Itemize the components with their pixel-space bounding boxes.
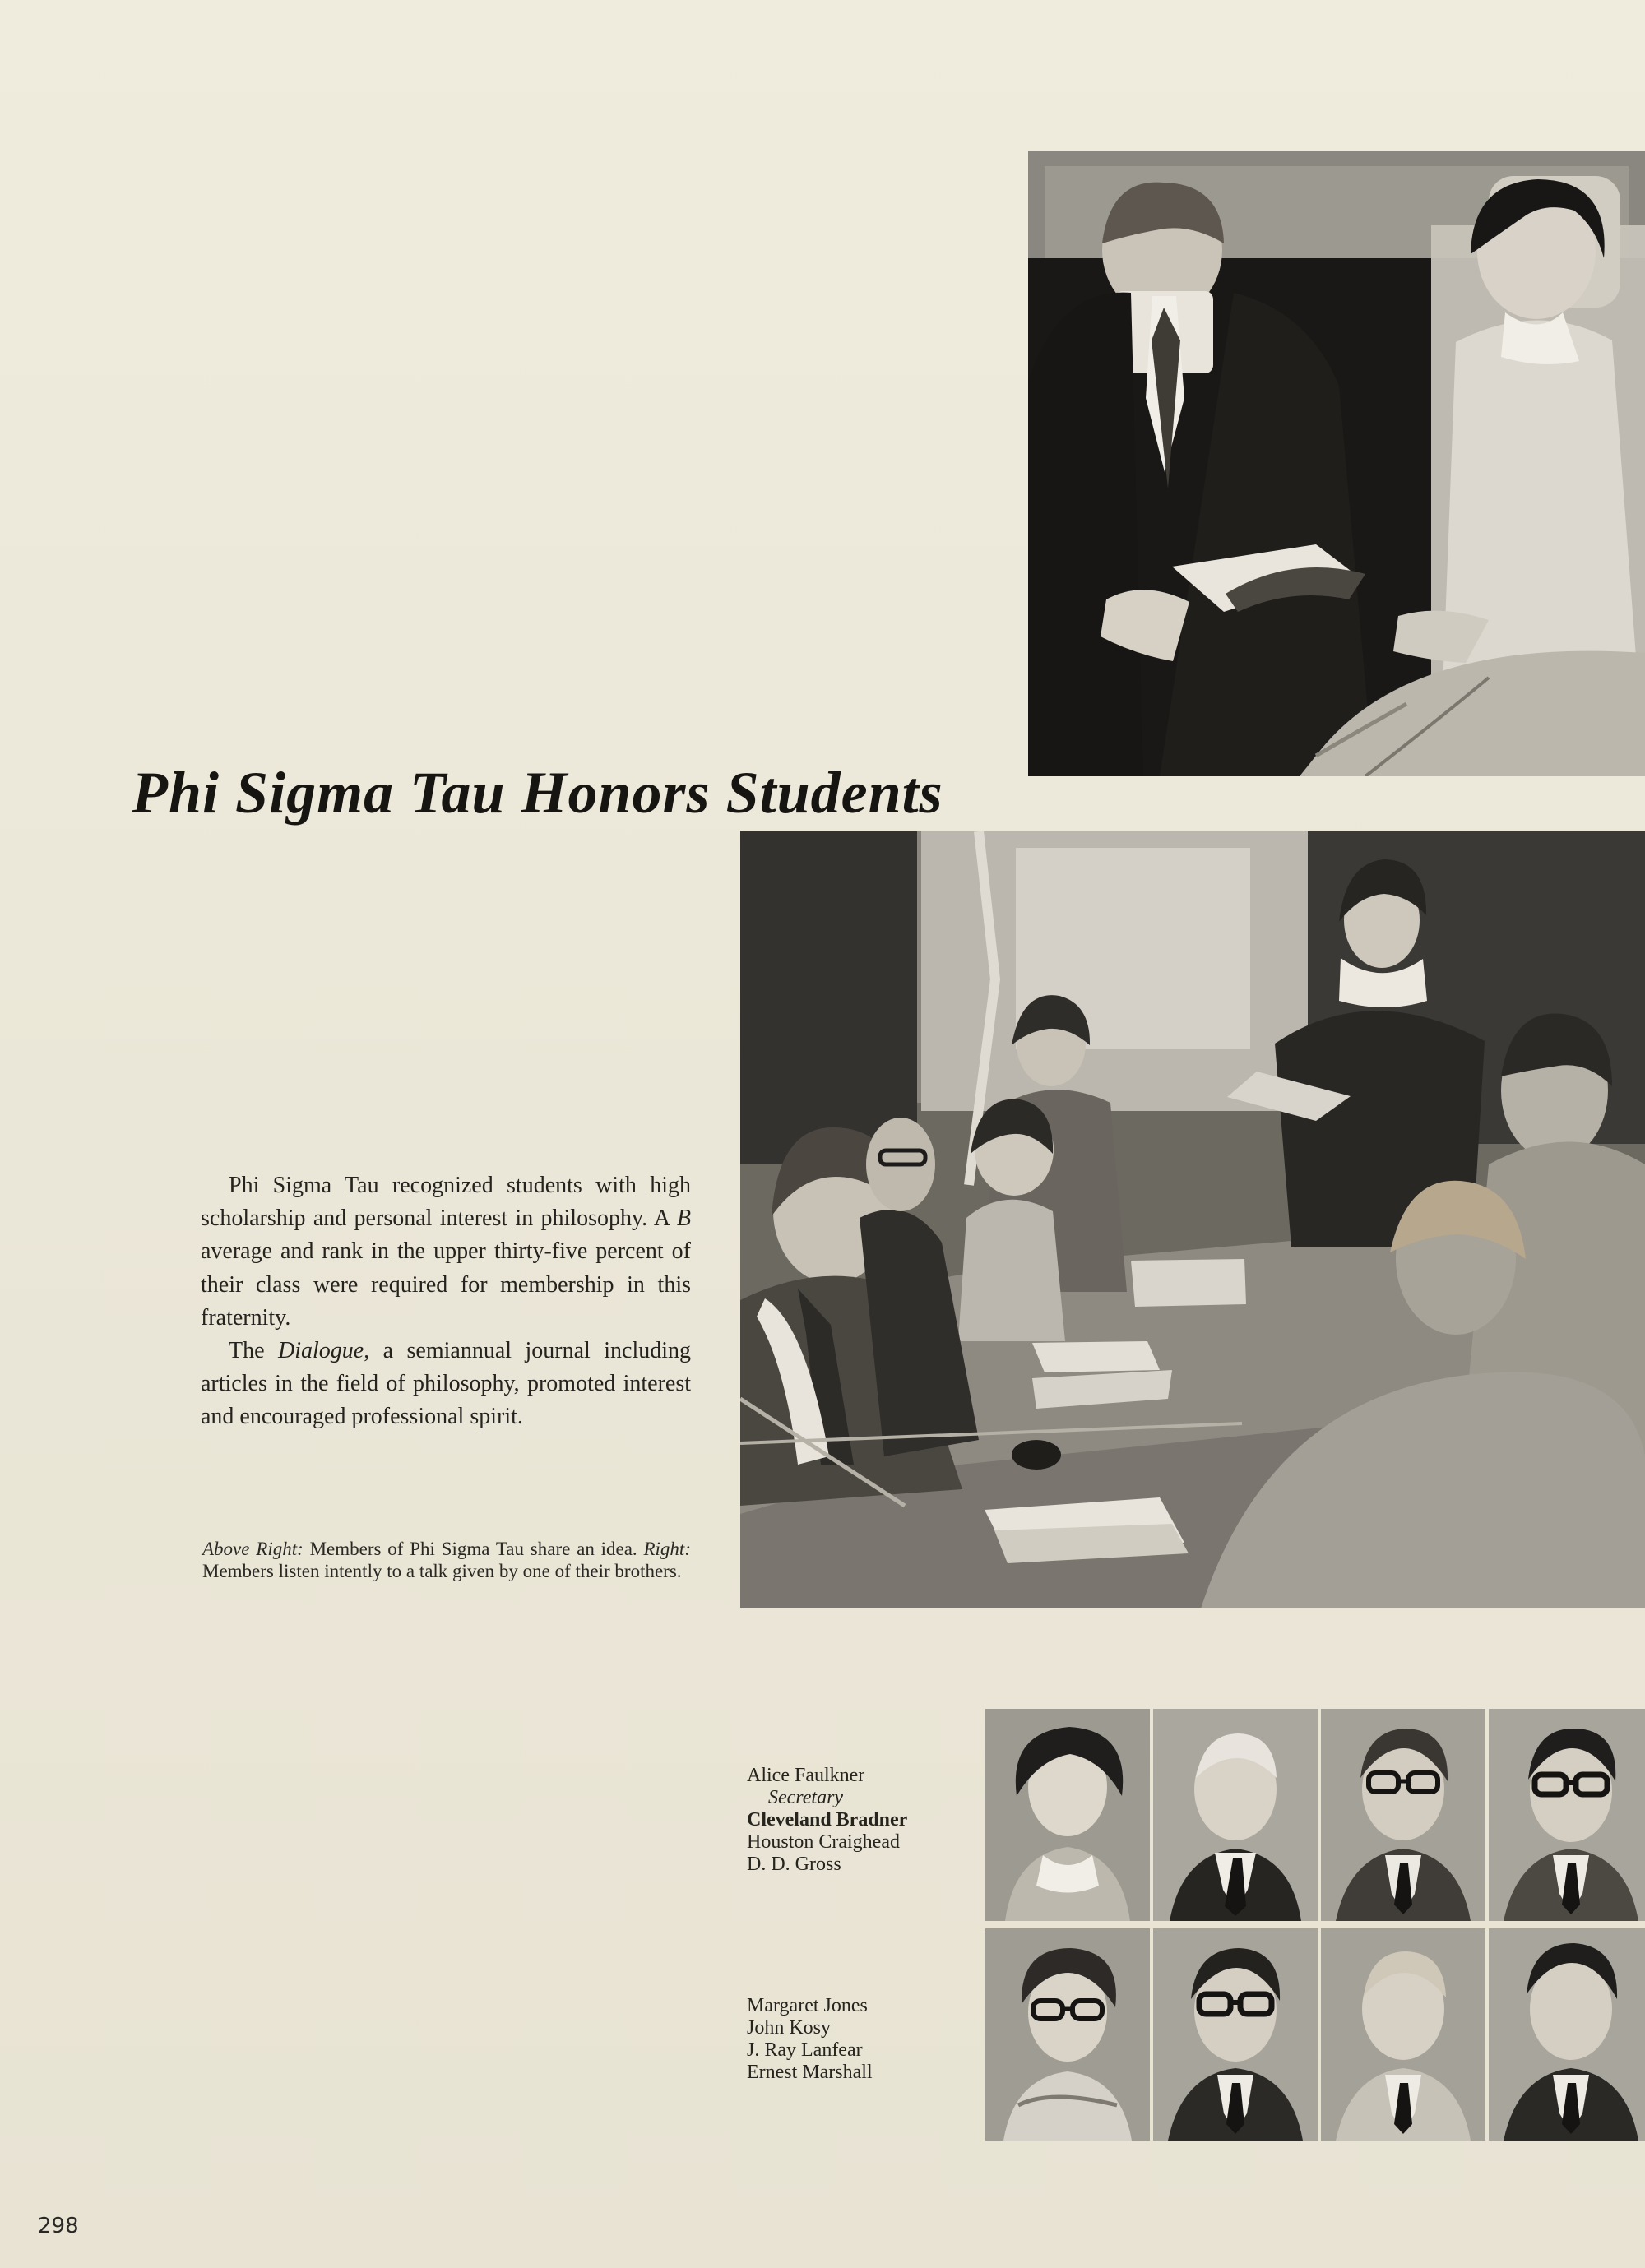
officer-name: Alice Faulkner	[747, 1765, 865, 1786]
portrait	[1153, 1709, 1318, 1921]
officer-name: John Kosy	[747, 2017, 832, 2039]
article-paragraph-2	[201, 1335, 691, 1434]
portrait	[985, 1928, 1150, 2141]
portrait-icon	[1489, 1709, 1645, 1921]
article-paragraph-2-end: , a semiannual journal including articles in the field of philosophy, promoted interest and encouraged professional spirit.	[201, 1338, 691, 1430]
officer-name: Margaret Jones	[747, 1995, 868, 2016]
article-paragraph-2-emphasis: Dialogue	[277, 1338, 364, 1364]
caption-label-above-right: Above Right:	[202, 1539, 304, 1559]
officer-name: Cleveland Bradner	[747, 1809, 908, 1831]
portrait-icon	[985, 1928, 1150, 2141]
page-number: 298	[38, 2214, 79, 2238]
portrait	[1489, 1709, 1645, 1921]
article-paragraph-1-emphasis: B	[676, 1206, 691, 1232]
portrait-icon	[1321, 1928, 1485, 2141]
portrait-icon	[1153, 1928, 1318, 2141]
officer-name: J. Ray Lanfear	[747, 2039, 863, 2061]
page-title: Phi Sigma Tau Honors Students	[132, 760, 943, 826]
photo-caption	[202, 1538, 691, 1582]
photo-icon	[1028, 151, 1645, 776]
officer-title: Secretary	[768, 1787, 844, 1808]
portrait	[985, 1709, 1150, 1921]
article-body	[201, 1169, 691, 1434]
portrait-grid	[985, 1709, 1645, 2141]
article-paragraph-1	[201, 1169, 691, 1335]
caption-text-right: Members listen intently to a talk given by one of their brothers.	[202, 1561, 682, 1581]
discussion-photo	[740, 831, 1645, 1608]
officer-name: Ernest Marshall	[747, 2062, 873, 2083]
portrait-icon	[1153, 1709, 1318, 1921]
portrait	[1321, 1709, 1485, 1921]
portrait-icon	[1321, 1709, 1485, 1921]
photo-icon	[740, 831, 1645, 1608]
portrait-icon	[985, 1709, 1150, 1921]
article-paragraph-1-end: average and rank in the upper thirty-five percent of their class were required for membership in this fraternity.	[201, 1238, 691, 1331]
article-paragraph-2-start: The	[229, 1338, 278, 1364]
officer-name: Houston Craighead	[747, 1831, 900, 1853]
portrait-icon	[1489, 1928, 1645, 2141]
article-paragraph-1-start: Phi Sigma Tau recognized students with high scholarship and personal interest in philosophy. A	[201, 1173, 691, 1232]
officer-names-group-2	[747, 1995, 994, 2084]
portrait	[1153, 1928, 1318, 2141]
caption-label-right: Right:	[643, 1539, 691, 1559]
caption-text-above-right: Members of Phi Sigma Tau share an idea.	[303, 1539, 644, 1559]
portrait	[1321, 1928, 1485, 2141]
portrait	[1489, 1928, 1645, 2141]
officer-name: D. D. Gross	[747, 1854, 841, 1875]
officer-names-group-1	[747, 1765, 994, 1876]
top-photo	[1028, 151, 1645, 776]
